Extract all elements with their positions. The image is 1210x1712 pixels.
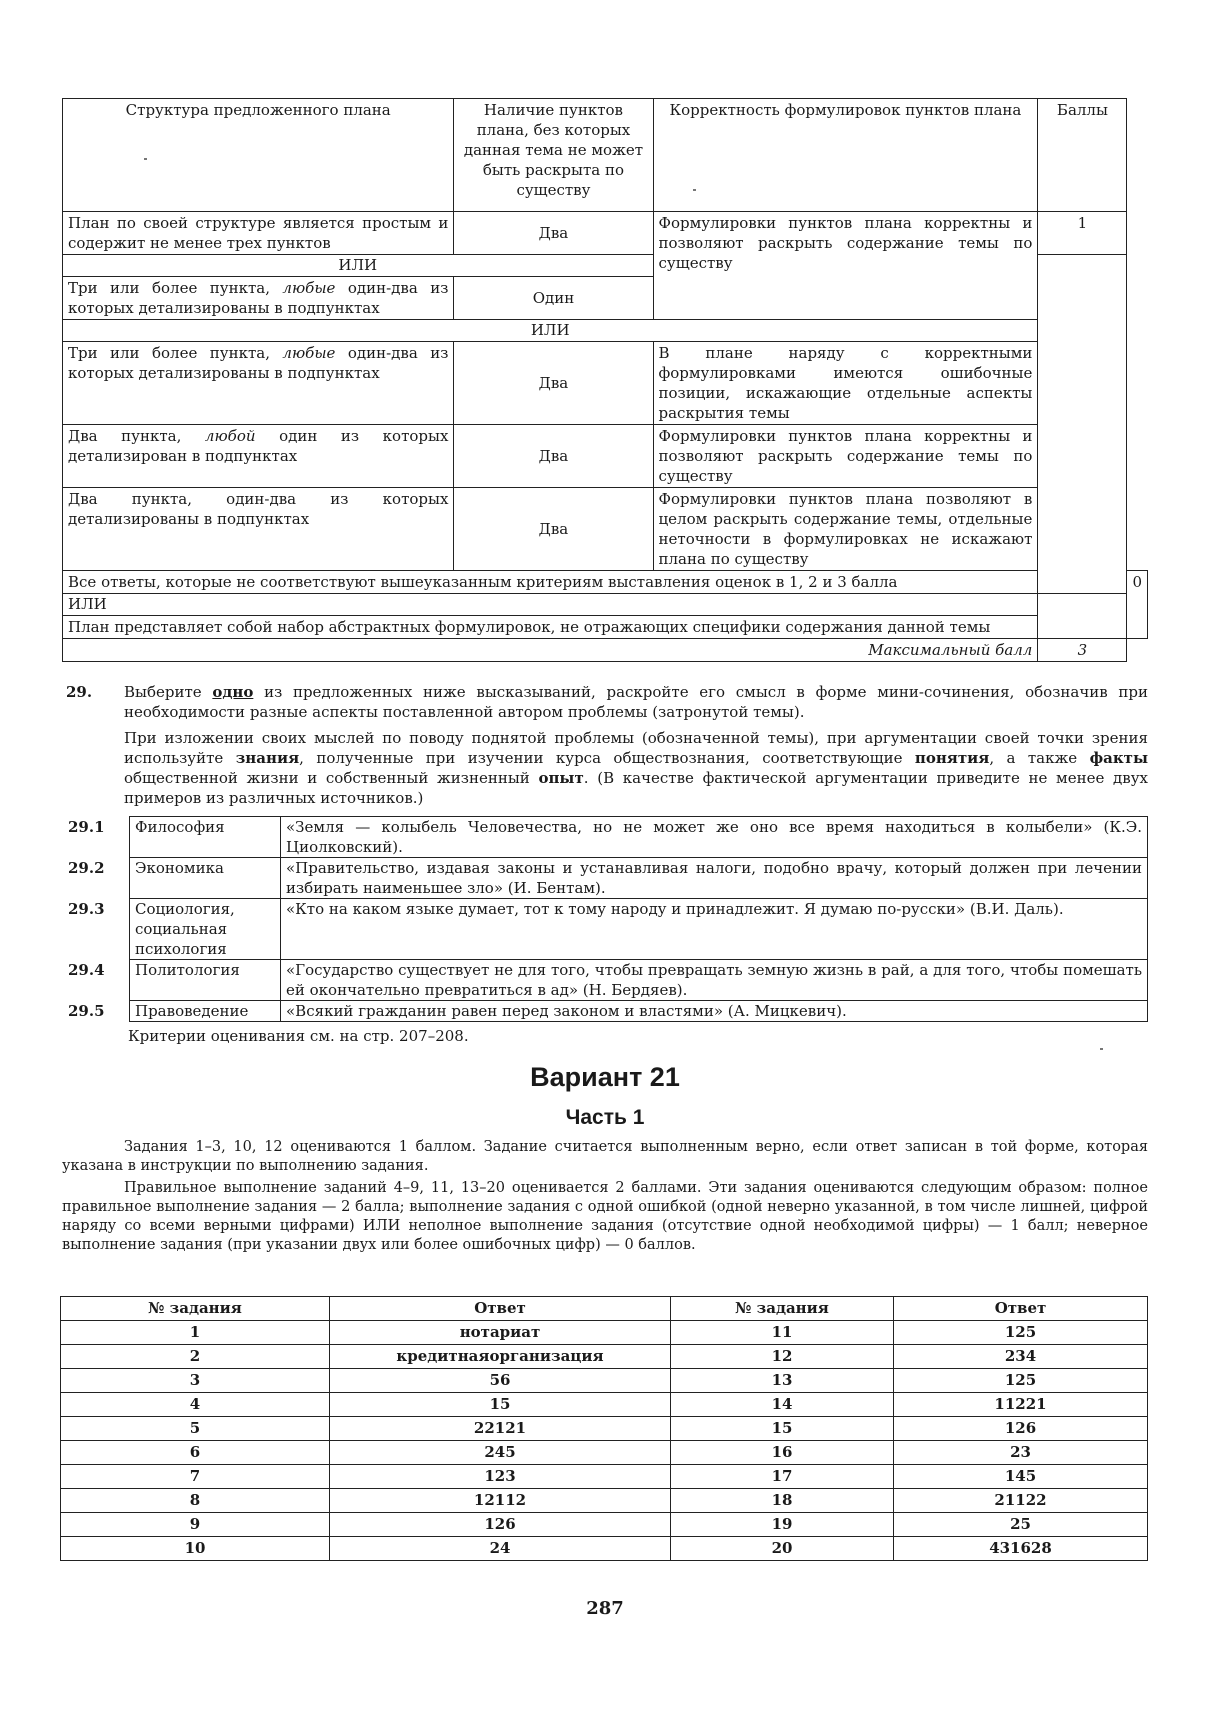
task-number: 9 — [61, 1513, 330, 1537]
header-presence: Наличие пунктов плана, без которых данная тема не может быть раскрыта по существу — [454, 99, 653, 212]
plan-criteria-table — [62, 98, 1148, 662]
answer: нотариат — [330, 1321, 671, 1345]
criteria-reference: Критерии оценивания см. на стр. 207–208. — [128, 1027, 469, 1045]
quote-row — [62, 899, 1148, 960]
quote-text: «Земля — колыбель Человечества, но не может же оно все время находиться в колыбели» (К.Э. Циолковский). — [281, 817, 1148, 858]
answer: 15 — [330, 1393, 671, 1417]
table-row — [61, 1393, 1148, 1417]
table-row — [63, 425, 1148, 488]
quote-subject: Экономика — [130, 858, 281, 899]
answers-header-row — [61, 1297, 1148, 1321]
zero-points-row — [63, 571, 1148, 594]
answer: 125 — [894, 1321, 1148, 1345]
scan-speck — [1100, 1048, 1103, 1050]
quote-text: «Правительство, издавая законы и устанавливая налоги, подобно врачу, который должен при лечении избирать наименьшее зло» (И. Бентам). — [281, 858, 1148, 899]
quote-number: 29.4 — [68, 960, 105, 979]
presence-cell: Два — [454, 488, 653, 571]
table-header-row — [63, 99, 1148, 212]
task-number: 1 — [61, 1321, 330, 1345]
quote-subject: Социология, социальная психология — [130, 899, 281, 960]
answers-table — [60, 1296, 1148, 1561]
answer: 245 — [330, 1441, 671, 1465]
task-number: 15 — [671, 1417, 894, 1441]
answer: 145 — [894, 1465, 1148, 1489]
table-row — [61, 1441, 1148, 1465]
structure-cell: Два пункта, один-два из которых детализированы в подпунктах — [63, 488, 454, 571]
task-number: 14 — [671, 1393, 894, 1417]
task-number: 6 — [61, 1441, 330, 1465]
correctness-cell: Формулировки пунктов плана корректны и позволяют раскрыть содержание темы по существу — [653, 425, 1038, 488]
variant-title: Вариант 21 — [530, 1062, 680, 1092]
header-answer: Ответ — [894, 1297, 1148, 1321]
answer: 11221 — [894, 1393, 1148, 1417]
presence-cell: Два — [454, 425, 653, 488]
points-cell: 1 — [1038, 212, 1127, 255]
correctness-cell: В плане наряду с корректными формулировками имеются ошибочные позиции, искажающие отдельные аспекты раскрытия темы — [653, 342, 1038, 425]
table-row — [63, 212, 1148, 255]
answer: 25 — [894, 1513, 1148, 1537]
correctness-cell: Формулировки пунктов плана позволяют в целом раскрыть содержание темы, отдельные неточности в формулировках не искажают плана по существу — [653, 488, 1038, 571]
quote-number: 29.5 — [68, 1001, 105, 1020]
quotes-table — [62, 816, 1148, 1022]
answer: 56 — [330, 1369, 671, 1393]
or-label: ИЛИ — [63, 320, 1038, 342]
task-number: 11 — [671, 1321, 894, 1345]
or-separator-row — [63, 320, 1148, 342]
answer: 21122 — [894, 1489, 1148, 1513]
abstract-plan-text: План представляет собой набор абстрактных формулировок, не отражающих специфики содержания данной темы — [63, 616, 1038, 639]
header-task-number: № задания — [671, 1297, 894, 1321]
answer: 126 — [330, 1513, 671, 1537]
max-score-row — [63, 639, 1148, 662]
question-29 — [62, 682, 1148, 808]
table-row — [61, 1417, 1148, 1441]
task-number: 17 — [671, 1465, 894, 1489]
table-row — [61, 1345, 1148, 1369]
header-structure: Структура предложенного плана — [63, 99, 454, 212]
task-number: 8 — [61, 1489, 330, 1513]
points-empty-cell — [1038, 255, 1127, 594]
header-correctness: Корректность формулировок пунктов плана — [653, 99, 1038, 212]
answer: 431628 — [894, 1537, 1148, 1561]
or-label: ИЛИ — [63, 594, 1038, 616]
answer: 12112 — [330, 1489, 671, 1513]
quote-row — [62, 858, 1148, 899]
scoring-rule-2: Правильное выполнение заданий 4–9, 11, 13–20 оценивается 2 баллами. Эти задания оцениваются следующим образом: полное правильное выполнение задания — 2 балла; выполнение задания с одной ошибкой (одной неверно указанной, в том числе лишней, цифрой наряду со всеми верными цифрами) ИЛИ неполное выполнение задания (отсутствие одной необходимой цифры) — 1 балл; неверное выполнение задания (при указании двух или более ошибочных цифр) — 0 баллов. — [62, 1180, 1148, 1253]
task-number: 13 — [671, 1369, 894, 1393]
header-task-number: № задания — [61, 1297, 330, 1321]
quote-number: 29.3 — [68, 899, 105, 918]
part-title: Часть 1 — [565, 1106, 645, 1129]
answer: 126 — [894, 1417, 1148, 1441]
quote-text: «Всякий гражданин равен перед законом и властями» (А. Мицкевич). — [281, 1001, 1148, 1022]
task-number: 20 — [671, 1537, 894, 1561]
quote-text: «Государство существует не для того, чтобы превращать земную жизнь в рай, а для того, чтобы помешать ей окончательно превратиться в ад» (Н. Бердяев). — [281, 960, 1148, 1001]
table-row — [61, 1513, 1148, 1537]
structure-cell: Три или более пункта, любые один-два из которых детализированы в подпунктах — [63, 342, 454, 425]
task-number: 12 — [671, 1345, 894, 1369]
answer: 234 — [894, 1345, 1148, 1369]
max-score-label: Максимальный балл — [63, 639, 1038, 662]
task-number: 3 — [61, 1369, 330, 1393]
answer: 22121 — [330, 1417, 671, 1441]
quote-row — [62, 1001, 1148, 1022]
task-number: 5 — [61, 1417, 330, 1441]
structure-cell: Три или более пункта, любые один-два из которых детализированы в подпунктах — [63, 277, 454, 320]
answer: 123 — [330, 1465, 671, 1489]
quote-text: «Кто на каком языке думает, тот к тому народу и принадлежит. Я думаю по-русски» (В.И. Даль). — [281, 899, 1148, 960]
page-number: 287 — [586, 1598, 624, 1619]
question-number: 29. — [66, 683, 93, 701]
presence-cell: Два — [454, 342, 653, 425]
table-row — [63, 488, 1148, 571]
table-row — [61, 1537, 1148, 1561]
header-points: Баллы — [1038, 99, 1127, 212]
table-row — [61, 1369, 1148, 1393]
table-row — [61, 1465, 1148, 1489]
task-number: 18 — [671, 1489, 894, 1513]
table-row — [61, 1489, 1148, 1513]
task-number: 7 — [61, 1465, 330, 1489]
header-answer: Ответ — [330, 1297, 671, 1321]
or-label: ИЛИ — [63, 255, 654, 277]
presence-cell: Два — [454, 212, 653, 255]
quote-number: 29.1 — [68, 817, 105, 836]
answer: 23 — [894, 1441, 1148, 1465]
zero-points-cell: 0 — [1127, 571, 1148, 639]
task-number: 19 — [671, 1513, 894, 1537]
scoring-rule-1: Задания 1–3, 10, 12 оцениваются 1 баллом. Задание считается выполненным верно, если ответ записан в той форме, которая указана в инструкции по выполнению задания. — [62, 1139, 1148, 1174]
task-number: 10 — [61, 1537, 330, 1561]
structure-cell: План по своей структуре является простым и содержит не менее трех пунктов — [63, 212, 454, 255]
max-score-value: 3 — [1038, 639, 1127, 662]
quote-subject: Политология — [130, 960, 281, 1001]
task-number: 2 — [61, 1345, 330, 1369]
answer: 125 — [894, 1369, 1148, 1393]
scoring-intro — [62, 1138, 1148, 1258]
table-row — [63, 342, 1148, 425]
correctness-cell: Формулировки пунктов плана корректны и позволяют раскрыть содержание темы по существу — [653, 212, 1038, 320]
structure-cell: Два пункта, любой один из которых детализирован в подпунктах — [63, 425, 454, 488]
question-instruction: Выберите одно из предложенных ниже высказываний, раскройте его смысл в форме мини-сочинения, обозначив при необходимости разные аспекты поставленной автором проблемы (затронутой темы). — [124, 683, 1148, 721]
quote-subject: Правоведение — [130, 1001, 281, 1022]
answer: 24 — [330, 1537, 671, 1561]
scan-speck — [693, 189, 696, 191]
quote-subject: Философия — [130, 817, 281, 858]
quote-row — [62, 960, 1148, 1001]
task-number: 16 — [671, 1441, 894, 1465]
task-number: 4 — [61, 1393, 330, 1417]
table-row — [61, 1321, 1148, 1345]
quote-row — [62, 817, 1148, 858]
question-guidance: При изложении своих мыслей по поводу поднятой проблемы (обозначенной темы), при аргументации своей точки зрения используйте знания, полученные при изучении курса обществознания, соответствующие понятия, а также факты общественной жизни и собственный жизненный опыт. (В качестве фактической аргументации приведите не менее двух примеров из различных источников.) — [124, 729, 1148, 807]
quote-number: 29.2 — [68, 858, 105, 877]
answer: кредитнаяорганизация — [330, 1345, 671, 1369]
presence-cell: Один — [454, 277, 653, 320]
or-separator-row — [63, 594, 1148, 616]
zero-points-row-2 — [63, 616, 1148, 639]
scan-speck — [144, 158, 147, 160]
zero-criteria-text: Все ответы, которые не соответствуют вышеуказанным критериям выставления оценок в 1, 2 и 3 балла — [63, 571, 1038, 594]
